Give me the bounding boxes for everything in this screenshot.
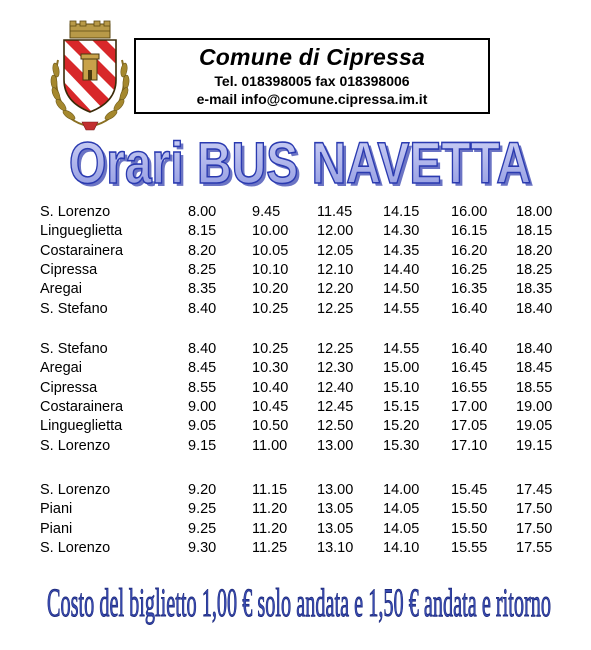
stop-name: Cipressa — [40, 379, 98, 396]
departure-time: 13.00 — [317, 437, 354, 454]
departure-time: 8.45 — [188, 360, 217, 377]
departure-time: 13.10 — [317, 539, 354, 556]
departure-time: 10.50 — [252, 418, 289, 435]
stop-name: S. Lorenzo — [40, 204, 111, 220]
departure-time: 9.30 — [188, 539, 217, 556]
stop-name: Aregai — [40, 281, 82, 298]
departure-time: 10.45 — [252, 398, 289, 415]
departure-time: 10.30 — [252, 360, 289, 377]
departure-time: 16.40 — [451, 300, 488, 317]
departure-time: 16.55 — [451, 379, 488, 396]
email-line: e-mail info@comune.cipressa.im.it — [196, 91, 428, 107]
ticket-price-text: Costo del biglietto 1,00 € solo andata e 1,50 € andata e ritorno — [47, 580, 551, 625]
timetable-row — [0, 520, 591, 539]
departure-time: 10.25 — [252, 300, 289, 317]
departure-time: 18.00 — [516, 204, 553, 220]
timetable-row — [0, 539, 591, 558]
stop-name: S. Lorenzo — [40, 539, 111, 556]
departure-time: 16.35 — [451, 281, 488, 298]
stop-name: Cipressa — [40, 261, 98, 278]
departure-time: 18.15 — [516, 223, 553, 240]
departure-time: 12.45 — [317, 398, 354, 415]
departure-time: 17.10 — [451, 437, 488, 454]
departure-time: 12.00 — [317, 223, 354, 240]
departure-time: 9.45 — [252, 204, 281, 220]
departure-time: 16.40 — [451, 341, 488, 357]
stop-name: S. Lorenzo — [40, 482, 111, 498]
shield-icon — [64, 40, 116, 112]
departure-time: 11.15 — [252, 482, 288, 498]
departure-time: 13.05 — [317, 501, 354, 518]
departure-time: 15.15 — [383, 398, 420, 415]
timetable-row — [0, 379, 591, 398]
departure-time: 17.05 — [451, 418, 488, 435]
departure-time: 11.00 — [252, 437, 288, 454]
departure-time: 18.25 — [516, 261, 553, 278]
departure-time: 9.25 — [188, 501, 217, 518]
departure-time: 14.55 — [383, 341, 420, 357]
departure-time: 8.15 — [188, 223, 217, 240]
departure-time: 15.30 — [383, 437, 420, 454]
stop-name: Lingueglietta — [40, 418, 123, 435]
departure-time: 12.05 — [317, 242, 354, 259]
departure-time: 8.35 — [188, 281, 217, 298]
departure-time: 12.50 — [317, 418, 354, 435]
timetable-row — [0, 340, 591, 359]
departure-time: 10.10 — [252, 261, 289, 278]
timetable-row — [0, 437, 591, 456]
departure-time: 10.40 — [252, 379, 289, 396]
departure-time: 19.00 — [516, 398, 553, 415]
timetable-row — [0, 242, 591, 261]
departure-time: 18.40 — [516, 300, 553, 317]
departure-time: 14.30 — [383, 223, 420, 240]
main-title-text: Orari BUS NAVETTA — [69, 131, 531, 196]
departure-time: 18.45 — [516, 360, 553, 377]
ticket-price-note — [44, 569, 554, 637]
departure-time: 9.00 — [188, 398, 217, 415]
timetable-row — [0, 222, 591, 241]
departure-time: 16.00 — [451, 204, 488, 220]
crown-icon — [70, 21, 110, 38]
departure-time: 9.15 — [188, 437, 217, 454]
timetable-row — [0, 203, 591, 222]
departure-time: 8.20 — [188, 242, 217, 259]
departure-time: 19.15 — [516, 437, 553, 454]
departure-time: 12.20 — [317, 281, 354, 298]
departure-time: 17.50 — [516, 501, 553, 518]
departure-time: 14.35 — [383, 242, 420, 259]
phone-fax-line: Tel. 018398005 fax 018398006 — [214, 73, 410, 89]
departure-time: 17.45 — [516, 482, 553, 498]
departure-time: 15.10 — [383, 379, 420, 396]
departure-time: 8.40 — [188, 300, 217, 317]
departure-time: 12.40 — [317, 379, 354, 396]
departure-time: 18.55 — [516, 379, 553, 396]
stop-name: Piani — [40, 501, 73, 518]
departure-time: 11.25 — [252, 539, 288, 556]
departure-time: 11.20 — [252, 520, 288, 537]
timetable-row — [0, 280, 591, 299]
municipality-name: Comune di Cipressa — [199, 44, 425, 70]
timetable-row — [0, 500, 591, 519]
departure-time: 12.25 — [317, 341, 354, 357]
departure-time: 8.00 — [188, 204, 217, 220]
departure-time: 8.25 — [188, 261, 217, 278]
municipality-header-box — [134, 38, 490, 114]
departure-time: 18.35 — [516, 281, 553, 298]
timetable-row — [0, 300, 591, 319]
departure-time: 16.20 — [451, 242, 488, 259]
departure-time: 14.50 — [383, 281, 420, 298]
stop-name: S. Stefano — [40, 300, 108, 317]
timetable-row — [0, 481, 591, 500]
departure-time: 12.25 — [317, 300, 354, 317]
departure-time: 15.50 — [451, 501, 488, 518]
departure-time: 18.20 — [516, 242, 553, 259]
departure-time: 14.10 — [383, 539, 420, 556]
departure-time: 11.45 — [317, 204, 353, 220]
departure-time: 11.20 — [252, 501, 288, 518]
departure-time: 17.50 — [516, 520, 553, 537]
departure-time: 12.10 — [317, 261, 354, 278]
main-title-shadow: Orari BUS NAVETTA — [72, 134, 534, 199]
departure-time: 15.55 — [451, 539, 488, 556]
departure-time: 13.00 — [317, 482, 354, 498]
departure-time: 17.00 — [451, 398, 488, 415]
main-title — [60, 129, 540, 199]
departure-time: 14.00 — [383, 482, 420, 498]
departure-time: 16.25 — [451, 261, 488, 278]
departure-time: 9.05 — [188, 418, 217, 435]
departure-time: 9.20 — [188, 482, 217, 498]
timetable-row — [0, 359, 591, 378]
departure-time: 14.05 — [383, 501, 420, 518]
departure-time: 15.45 — [451, 482, 488, 498]
departure-time: 13.05 — [317, 520, 354, 537]
departure-time: 19.05 — [516, 418, 553, 435]
departure-time: 14.55 — [383, 300, 420, 317]
departure-time: 10.25 — [252, 341, 289, 357]
departure-time: 14.40 — [383, 261, 420, 278]
stop-name: Costarainera — [40, 398, 124, 415]
timetable-row — [0, 417, 591, 436]
departure-time: 15.50 — [451, 520, 488, 537]
departure-time: 8.55 — [188, 379, 217, 396]
stop-name: S. Stefano — [40, 341, 108, 357]
departure-time: 16.15 — [451, 223, 488, 240]
departure-time: 14.05 — [383, 520, 420, 537]
departure-time: 9.25 — [188, 520, 217, 537]
stop-name: Lingueglietta — [40, 223, 123, 240]
departure-time: 14.15 — [383, 204, 420, 220]
departure-time: 10.05 — [252, 242, 289, 259]
stop-name: Aregai — [40, 360, 82, 377]
departure-time: 10.00 — [252, 223, 289, 240]
timetable-row — [0, 398, 591, 417]
departure-time: 15.00 — [383, 360, 420, 377]
departure-time: 18.40 — [516, 341, 553, 357]
departure-time: 15.20 — [383, 418, 420, 435]
departure-time: 16.45 — [451, 360, 488, 377]
departure-time: 8.40 — [188, 341, 217, 357]
departure-time: 12.30 — [317, 360, 354, 377]
departure-time: 10.20 — [252, 281, 289, 298]
coat-of-arms-logo — [48, 20, 132, 132]
departure-time: 17.55 — [516, 539, 553, 556]
stop-name: S. Lorenzo — [40, 437, 111, 454]
stop-name: Piani — [40, 520, 73, 537]
stop-name: Costarainera — [40, 242, 124, 259]
timetable-row — [0, 261, 591, 280]
